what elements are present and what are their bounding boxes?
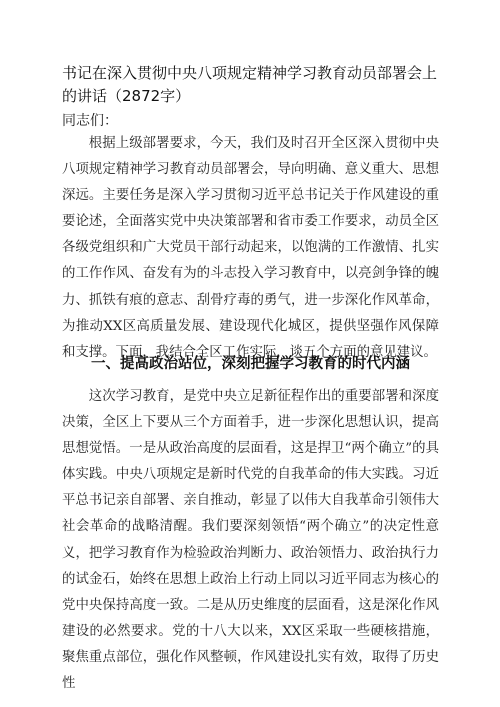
paragraph-intro: 根据上级部署要求，今天，我们及时召开全区深入贯彻中央八项规定精神学习教育动员部署会，导向明确、意义重大、思想深远。主要任务是深入学习贯彻习近平总书记关于作风建设的重要论述，全面落实党中央决策部署和省市委工作要求，动员全区各级党组织和广大党员干部行动起来，以饱满的工作激情、扎实的工作作风、奋发有为的斗志投入学习教育中，以亮剑争锋的魄力、抓铁有痕的意志、刮骨疗毒的勇气，进一步深化作风革命，为推动XX区高质量发展、建设现代化城区，提供坚强作风保障和支撑。下面，我结合全区工作实际，谈五个方面的意见建议。 — [62, 136, 439, 360]
greeting-text: 同志们： — [62, 113, 118, 129]
paragraph-section-1: 这次学习教育，是党中央立足新征程作出的重要部署和深度决策，全区上下要从三个方面着手，进一步深化思想认识，提高思想觉悟。一是从政治高度的层面看，这是捍卫“两个确立”的具体实践。中央八项规定是新时代党的自我革命的伟大实践。习近平总书记亲自部署、亲自推动，彰显了以伟大自我革命引领伟大社会革命的战略清醒。我们要深刻领悟“两个确立”的决定性意义，把学习教育作为检验政治判断力、政治领悟力、政治执行力的试金石，始终在思想上政治上行动上同以习近平同志为核心的党中央保持高度一致。二是从历史维度的层面看，这是深化作风建设的必然要求。党的十八大以来，XX区采取一些硬核措施，聚焦重点部位，强化作风整顿，作风建设扎实有效，取得了历史性 — [62, 389, 439, 692]
section-heading-1: 一、提高政治站位，深刻把握学习教育的时代内涵 — [91, 356, 410, 372]
document-title: 书记在深入贯彻中央八项规定精神学习教育动员部署会上的讲话（2872字） — [62, 64, 438, 105]
